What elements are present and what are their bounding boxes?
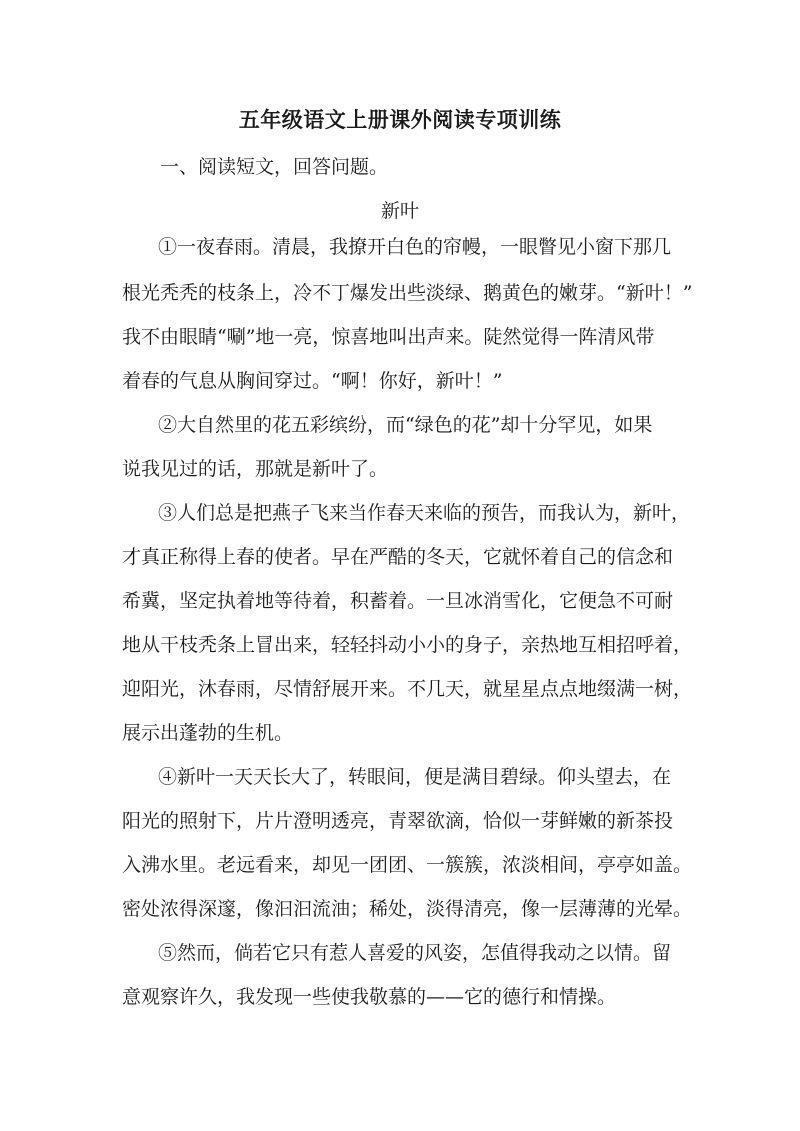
paragraph-3-line-3: 希冀，坚定执着地等待着，积蓄着。一旦冰消雪化，它便急不可耐 — [122, 590, 674, 612]
paragraph-3-line-6: 展示出蓬勃的生机。 — [122, 722, 294, 744]
paragraph-3-line-4: 地从干枝秃条上冒出来，轻轻抖动小小的身子，亲热地互相招呼着， — [122, 634, 693, 656]
paragraph-5-line-1: ⑤然而，倘若它只有惹人喜爱的风姿，怎值得我动之以情。留 — [158, 942, 672, 964]
paragraph-4-line-1: ④新叶一天天长大了，转眼间，便是满目碧绿。仰头望去，在 — [158, 766, 672, 788]
paragraph-4-line-3: 入沸水里。老远看来，却见一团团、一簇簇，浓淡相间，亭亭如盖。 — [122, 854, 693, 876]
passage-title: 新叶 — [380, 200, 419, 222]
document-title: 五年级语文上册课外阅读专项训练 — [238, 108, 562, 132]
paragraph-3-line-2: 才真正称得上春的使者。早在严酷的冬天，它就怀着自己的信念和 — [122, 546, 674, 568]
paragraph-3-line-1: ③人们总是把燕子飞来当作春天来临的预告，而我认为，新叶， — [158, 502, 691, 524]
paragraph-1-line-2: 根光秃秃的枝条上，冷不丁爆发出些淡绿、鹅黄色的嫩芽。“新叶！” — [122, 282, 693, 304]
paragraph-5-line-2: 意观察许久，我发现一些使我敬慕的——它的德行和情操。 — [122, 986, 617, 1008]
paragraph-1-line-4: 着春的气息从胸间穿过。“啊！你好，新叶！” — [122, 370, 503, 392]
paragraph-2-line-1: ②大自然里的花五彩缤纷，而“绿色的花”却十分罕见，如果 — [158, 414, 653, 436]
section-heading: 一、阅读短文，回答问题。 — [160, 156, 389, 178]
paragraph-4-line-4: 密处浓得深邃，像汩汩流油；稀处，淡得清亮，像一层薄薄的光晕。 — [122, 898, 693, 920]
paragraph-2-line-2: 说我见过的话，那就是新叶了。 — [122, 458, 389, 480]
paragraph-1-line-1: ①一夜春雨。清晨，我撩开白色的帘幔，一眼瞥见小窗下那几 — [158, 236, 672, 258]
paragraph-4-line-2: 阳光的照射下，片片澄明透亮，青翠欲滴，恰似一芽鲜嫩的新茶投 — [122, 810, 674, 832]
paragraph-1-line-3: 我不由眼睛“唰”地一亮，惊喜地叫出声来。陡然觉得一阵清风带 — [122, 326, 655, 348]
paragraph-3-line-5: 迎阳光，沐春雨，尽情舒展开来。不几天，就星星点点地缀满一树， — [122, 678, 693, 700]
